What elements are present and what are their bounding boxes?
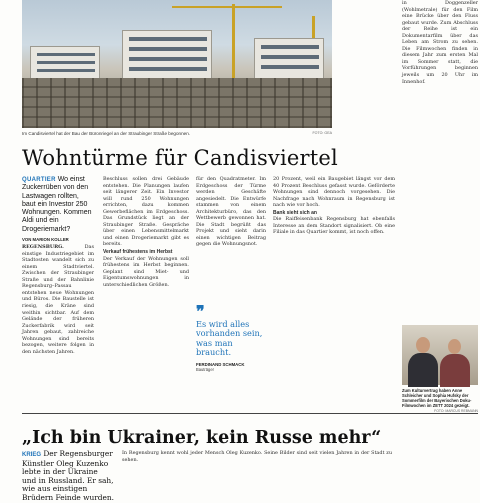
column-3: [196, 176, 266, 301]
photo-credit: FOTO: GEA: [312, 131, 332, 135]
portrait-caption: [402, 388, 478, 414]
portrait-photo: [402, 325, 478, 385]
quote-author: FERDINAND SCHMACK: [196, 361, 245, 367]
article-2-kicker-tag: KRIEG: [22, 452, 42, 458]
column-4-subhead: Bank sieht sich an: [273, 209, 317, 216]
column-4-text-2: Die Raiffeisenbank Regensburg hat ebenfalls Interesse an dem Standort signalisiert. Ob eine Filiale in das Quartier kommt, ist noch offen.: [273, 216, 395, 236]
article-2-lead: [22, 449, 114, 502]
article-2-body-text: In Regensburg kennt wohl jeder Mensch Oleg Kuzenko. Seine Bilder sind seit vielen Jahren in der Stadt zu sehen.: [122, 450, 392, 463]
column-2-text-2: Der Verkauf der Wohnungen soll frühestens im Herbst beginnen. Geplant sind Miet- und Eigentumswohnungen in unterschiedlichen Größen.: [103, 255, 189, 288]
article-2-headline: „Ich bin Ukrainer, kein Russe mehr“: [22, 428, 382, 448]
kicker-tag: QUARTIER: [22, 177, 56, 183]
portrait-caption-text: Zum Kulturvertrag haben Anne Schleicher und Sophia Hufsky der Sommerfilm der Bayerischen Doku-Filmwochen im ZETT 2024 gezeigt.: [402, 388, 472, 408]
column-3-text: für den Quadratmeter. Im Erdgeschoss der Türme werden Geschäfte angesiedelt. Die Entwürfe stammen von einem Architekturbüro, das den Wettbewerb gewonnen hat. Die Stadt begrüßt das Projekt und sieht darin einen wichtigen Beitrag gegen die Wohnungsnot.: [196, 176, 266, 248]
article-headline: Wohntürme für Candisviertel: [22, 146, 338, 170]
byline: VON MARION KOLLER: [22, 237, 69, 243]
right-column: [402, 0, 478, 322]
right-column-text: in Doggenzeller (Wohlmetrale) für den Film eine Brücke über den Fluss gebaut wurde. Zum Abschluss der Reihe ist ein Dokumentarfilm über das Leben am Strom zu sehen. Die Filmwochen finden in diesem Jahr zum ersten Mal im Sommer statt, die Vorführungen beginnen jeweils um 20 Uhr im Innenhof.: [402, 0, 478, 85]
column-2-subhead: Verkauf frühestens im Herbst: [103, 249, 173, 256]
photo-caption: [22, 131, 332, 136]
construction-photo: [22, 0, 332, 128]
article-lead: [22, 176, 94, 391]
kicker: [22, 176, 94, 234]
column-4: [273, 176, 395, 391]
article-2-body: [122, 450, 392, 480]
kicker-text: Wo einst Zuckerrüben von den Lastwagen rollten, baut ein Investor 250 Wohnungen. Kommen Aldi und ein Drogeriemarkt?: [22, 176, 92, 233]
section-divider: [22, 413, 478, 414]
caption-text: Im Candisviertel hat der Bau der Büronriegel an der Straubinger Straße begonnen.: [22, 131, 191, 136]
column-4-text: 20 Prozent, weil ein Baugebiet längst vor dem 40 Prozent Beschluss gefasst wurde. Geförderte Wohnungen sind dennoch vorgesehen. Die Nachfrage nach Wohnraum in Regensburg ist nach wie vor hoch.: [273, 176, 395, 209]
dateline: REGENSBURG.: [22, 244, 64, 251]
quote-mark-icon: ❞: [196, 302, 205, 321]
pull-quote: [196, 302, 266, 372]
article-2-kicker-text: Der Regensburger Künstler Oleg Kuzenko lebte in der Ukraine und in Russland. Er sah, wie aus einstigen Brüdern Feinde wurden.: [22, 449, 114, 502]
crane-jib: [172, 6, 282, 8]
column-2: [103, 176, 189, 391]
column-2-text: Beschluss sollen drei Gebäude entstehen. Die Planungen laufen seit längerer Zeit. Ein Investor will rund 250 Wohnungen errichten, dazu kommen Gewerbeflächen im Erdgeschoss. Das Grundstück liegt an der Straubinger Straße. Gespräche über einen Lebensmittelmarkt und einen Drogeriemarkt gibt es bereits.: [103, 176, 189, 248]
quote-text: Es wird alles vorhanden sein, was man braucht.: [196, 319, 263, 358]
quote-role: Bauträger: [196, 366, 214, 372]
portrait-credit: FOTO: MARCUS REBMANN: [434, 409, 478, 413]
scaffolding: [22, 78, 332, 128]
column-1: [22, 244, 94, 355]
column-1-text: Das einstige Industriegebiet im Stadtosten wandelt sich zu einem Stadtviertel. Zwischen der Straubinger Straße und der Bahnlinie Regensburg–Passau entstehen neue Wohnungen und Büros. Die Baustelle ist riesig, die Kräne sind weithin sichtbar. Auf dem Gelände der früheren Zuckerfabrik wird seit Jahren gebaut, zahlreiche Wohnungen sind bereits bezogen, weitere folgen in den nächsten Jahren.: [22, 244, 94, 355]
